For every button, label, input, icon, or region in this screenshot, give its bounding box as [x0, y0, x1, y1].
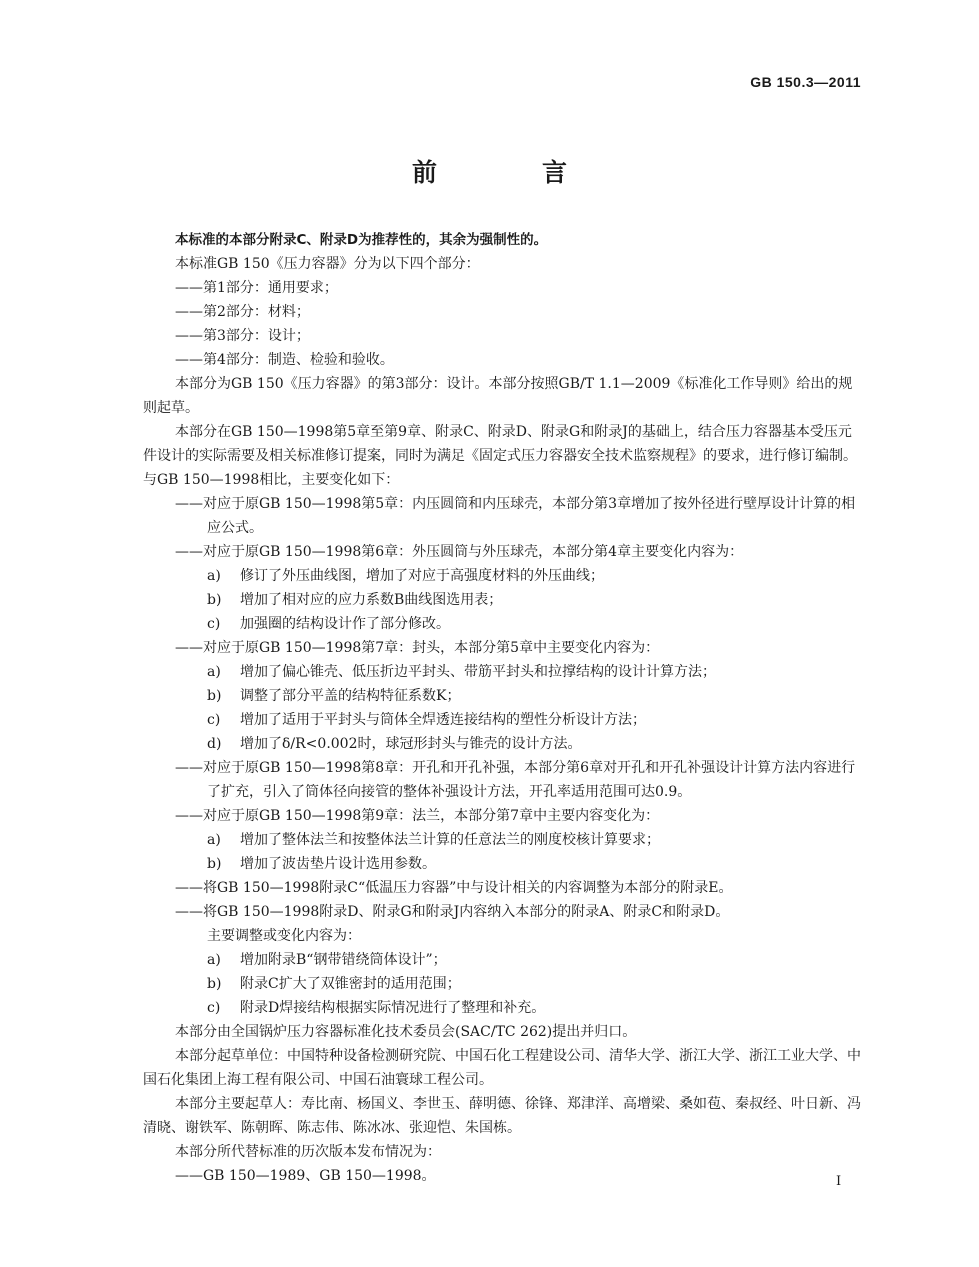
paragraph: 本部分为GB 150《压力容器》的第3部分：设计。本部分按照GB/T 1.1—2009《标准化工作导则》给出的规则起草。 — [143, 376, 853, 416]
item-label: b) — [207, 592, 222, 608]
sub-item — [143, 564, 863, 588]
paragraph: 本标准GB 150《压力容器》分为以下四个部分： — [175, 256, 480, 272]
item-label: b) — [207, 688, 222, 704]
paragraph: 本标准的本部分附录C、附录D为推荐性的，其余为强制性的。 — [175, 232, 548, 248]
item-text: 附录D焊接结构根据实际情况进行了整理和补充。 — [240, 1000, 546, 1016]
list-item: ——GB 150—1989、GB 150—1998。 — [175, 1168, 436, 1184]
sub-item — [143, 852, 863, 876]
list-item: ——对应于原GB 150—1998第8章：开孔和开孔补强，本部分第6章对开孔和开孔补强设计计算方法内容进行了扩充，引入了筒体径向接管的整体补强设计方法，开孔率适用范围可达0.9。 — [175, 760, 856, 800]
item-text: 增加附录B“钢带错绕筒体设计”； — [240, 952, 447, 968]
paragraph: 本部分起草单位：中国特种设备检测研究院、中国石化工程建设公司、清华大学、浙江大学、浙江工业大学、中国石化集团上海工程有限公司、中国石油寰球工程公司。 — [143, 1048, 861, 1088]
item-text: 附录C扩大了双锥密封的适用范围； — [240, 976, 461, 992]
sub-item — [143, 972, 863, 996]
item-label: a) — [207, 568, 221, 584]
item-label: a) — [207, 832, 221, 848]
list-item: ——对应于原GB 150—1998第7章：封头，本部分第5章中主要变化内容为： — [175, 640, 660, 656]
item-label: a) — [207, 664, 221, 680]
sub-item — [143, 588, 863, 612]
list-item: ——将GB 150—1998附录C“低温压力容器”中与设计相关的内容调整为本部分的附录E。 — [175, 880, 733, 896]
list-item: ——第3部分：设计； — [175, 328, 310, 344]
page-number: I — [836, 1174, 842, 1189]
sub-item — [143, 996, 863, 1020]
item-text: 加强圈的结构设计作了部分修改。 — [240, 616, 450, 632]
list-item: ——对应于原GB 150—1998第9章：法兰，本部分第7章中主要内容变化为： — [175, 808, 660, 824]
item-label: b) — [207, 976, 222, 992]
list-item: ——第1部分：通用要求； — [175, 280, 338, 296]
item-label: c) — [207, 616, 221, 632]
sub-item — [143, 708, 863, 732]
item-text: 修订了外压曲线图，增加了对应于高强度材料的外压曲线； — [240, 568, 604, 584]
item-text: 增加了整体法兰和按整体法兰计算的任意法兰的刚度校核计算要求； — [240, 832, 660, 848]
list-item: ——第2部分：材料； — [175, 304, 310, 320]
item-text: 增加了δ/R<0.002时，球冠形封头与锥壳的设计方法。 — [240, 736, 582, 752]
item-text: 增加了偏心锥壳、低压折边平封头、带筋平封头和拉撑结构的设计计算方法； — [240, 664, 716, 680]
paragraph: 本部分主要起草人：寿比南、杨国义、李世玉、薛明德、徐锋、郑津洋、高增梁、桑如苞、秦叔经、叶日新、冯清晓、谢铁军、陈朝晖、陈志伟、陈冰冰、张迎恺、朱国栋。 — [143, 1096, 861, 1136]
list-item: ——将GB 150—1998附录D、附录G和附录J内容纳入本部分的附录A、附录C和附录D。 — [175, 904, 730, 920]
list-item: ——对应于原GB 150—1998第5章：内压圆筒和内压球壳，本部分第3章增加了按外径进行壁厚设计计算的相应公式。 — [175, 496, 856, 536]
sub-item — [143, 732, 863, 756]
list-item: ——第4部分：制造、检验和验收。 — [175, 352, 394, 368]
item-label: d) — [207, 736, 222, 752]
sub-heading: 主要调整或变化内容为： — [207, 928, 361, 944]
item-label: c) — [207, 1000, 221, 1016]
sub-item — [143, 660, 863, 684]
sub-item — [143, 948, 863, 972]
paragraph: 本部分由全国锅炉压力容器标准化技术委员会(SAC/TC 262)提出并归口。 — [175, 1024, 637, 1040]
foreword-body — [143, 228, 863, 1188]
page-title: 前 言 — [411, 158, 607, 187]
item-label: c) — [207, 712, 221, 728]
list-item: ——对应于原GB 150—1998第6章：外压圆筒与外压球壳，本部分第4章主要变化内容为： — [175, 544, 744, 560]
item-label: a) — [207, 952, 221, 968]
item-text: 增加了相对应的应力系数B曲线图选用表； — [240, 592, 503, 608]
standard-code: GB 150.3—2011 — [750, 74, 861, 90]
sub-item — [143, 612, 863, 636]
paragraph: 本部分在GB 150—1998第5章至第9章、附录C、附录D、附录G和附录J的基础上，结合压力容器基本受压元件设计的实际需要及相关标准修订提案，同时为满足《固定式压力容器安全技术监察规程》的要求，进行修订编制。与GB 150—1998相比，主要变化如下： — [143, 424, 857, 488]
sub-item — [143, 828, 863, 852]
item-label: b) — [207, 856, 222, 872]
sub-item — [143, 684, 863, 708]
item-text: 增加了适用于平封头与筒体全焊透连接结构的塑性分析设计方法； — [240, 712, 646, 728]
item-text: 增加了波齿垫片设计选用参数。 — [240, 856, 436, 872]
paragraph: 本部分所代替标准的历次版本发布情况为： — [175, 1144, 441, 1160]
item-text: 调整了部分平盖的结构特征系数K； — [240, 688, 461, 704]
